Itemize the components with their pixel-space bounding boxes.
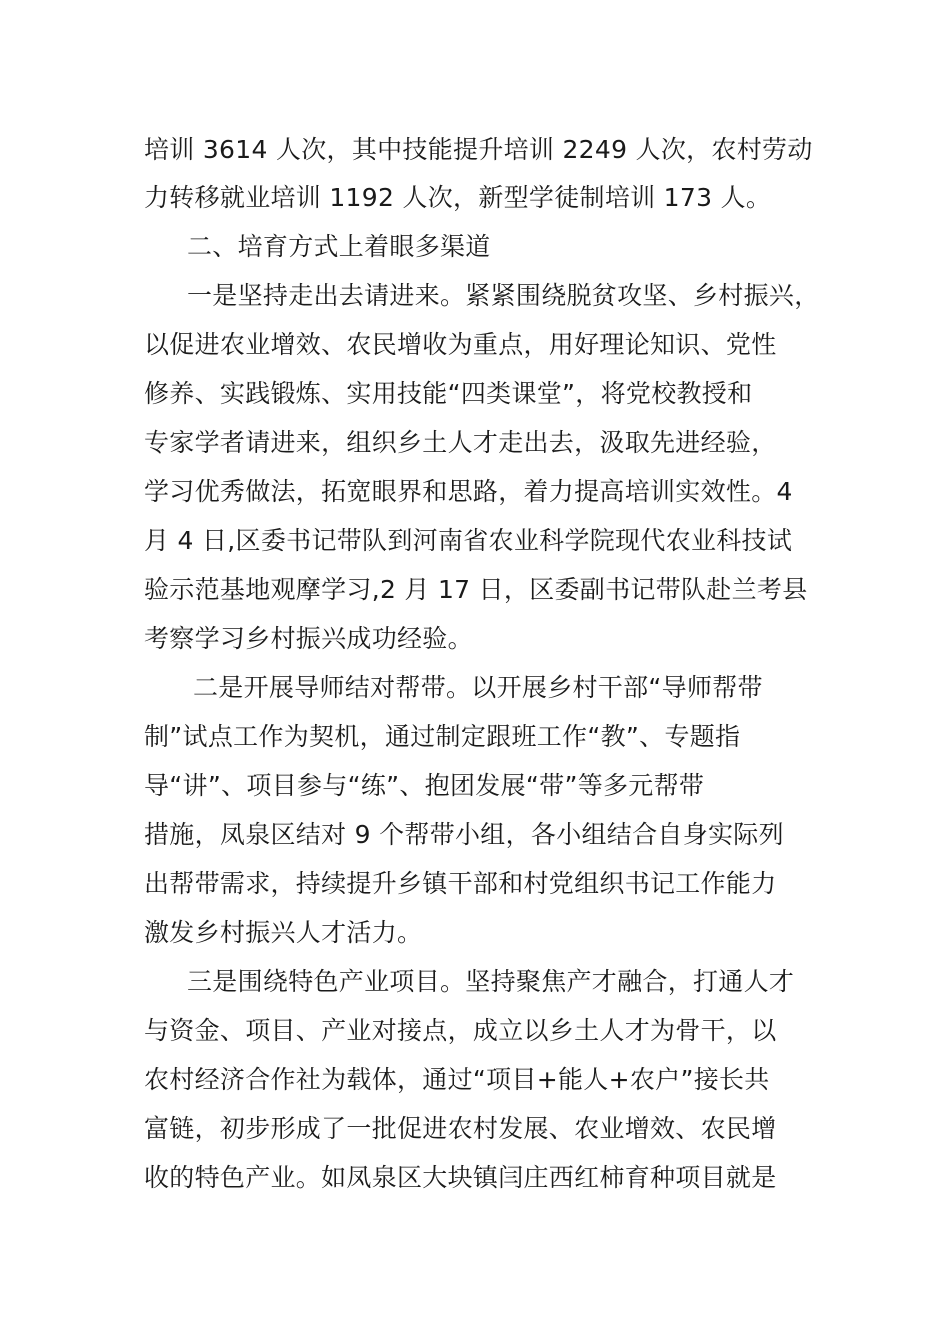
text-line: 以促进农业增效、农民增收为重点，用好理论知识、党性 [144,330,777,359]
text-line: 培训 3614 人次，其中技能提升培训 2249 人次，农村劳动 [144,135,813,164]
text-line: 农村经济合作社为载体，通过“项目+能人+农户”接长共 [144,1065,770,1094]
text-line: 验示范基地观摩学习,2 月 17 日，区委副书记带队赴兰考县 [144,575,808,604]
text-line: 专家学者请进来，组织乡土人才走出去，汲取先进经验， [144,428,777,457]
text-line: 收的特色产业。如凤泉区大块镇闫庄西红柿育种项目就是 [144,1163,777,1192]
text-line: 一是坚持走出去请进来。紧紧围绕脱贫攻坚、乡村振兴， [187,281,820,310]
text-line: 与资金、项目、产业对接点，成立以乡土人才为骨干，以 [144,1016,777,1045]
section-heading: 二、培育方式上着眼多渠道 [187,232,491,261]
text-line: 三是围绕特色产业项目。坚持聚焦产才融合，打通人才 [187,967,795,996]
text-line: 激发乡村振兴人才活力。 [144,918,423,947]
text-line: 学习优秀做法，拓宽眼界和思路，着力提高培训实效性。4 [144,477,793,506]
text-line: 力转移就业培训 1192 人次，新型学徒制培训 173 人。 [144,183,772,212]
text-line: 考察学习乡村振兴成功经验。 [144,624,473,653]
text-line: 措施，凤泉区结对 9 个帮带小组，各小组结合自身实际列 [144,820,784,849]
text-line: 二是开展导师结对帮带。以开展乡村干部“导师帮带 [193,673,763,702]
text-line: 富链，初步形成了一批促进农村发展、农业增效、农民增 [144,1114,777,1143]
text-line: 出帮带需求，持续提升乡镇干部和村党组织书记工作能力 [144,869,777,898]
text-line: 月 4 日,区委书记带队到河南省农业科学院现代农业科技试 [144,526,793,555]
text-line: 导“讲”、项目参与“练”、抱团发展“带”等多元帮带 [144,771,705,800]
text-line: 制”试点工作为契机，通过制定跟班工作“教”、专题指 [144,722,741,751]
text-line: 修养、实践锻炼、实用技能“四类课堂”，将党校教授和 [144,379,753,408]
